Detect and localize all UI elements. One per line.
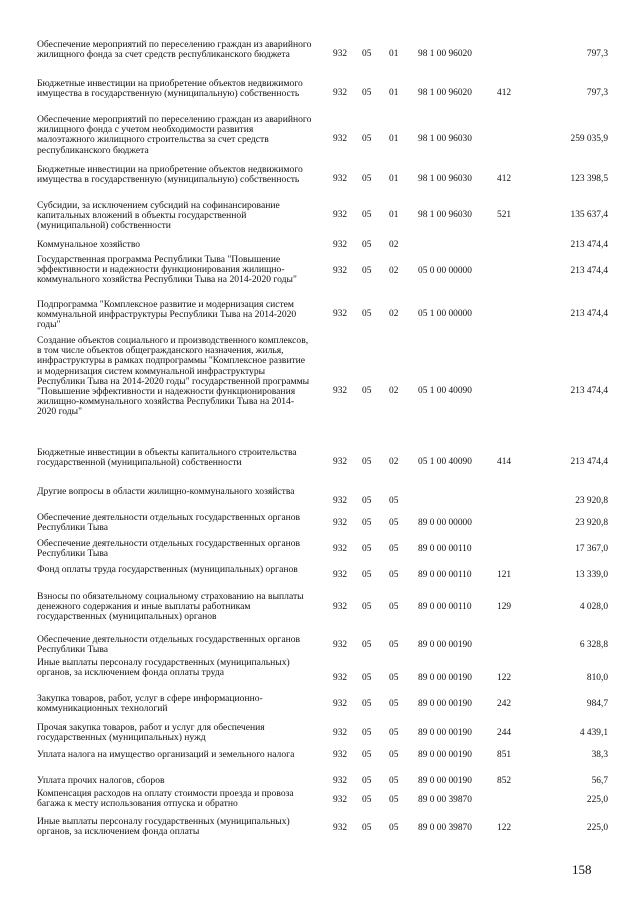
row-name: Уплата прочих налогов, сборов	[37, 775, 165, 786]
subsection-code: 05	[389, 728, 399, 738]
grz-code: 932	[333, 699, 348, 709]
grz-code: 932	[333, 240, 348, 250]
subsection-code: 01	[389, 88, 399, 98]
target-article-code: 89 0 00 00190	[418, 776, 472, 786]
grz-code: 932	[333, 309, 348, 319]
target-article-code: 89 0 00 00190	[418, 640, 472, 650]
expense-type-code: 244	[497, 728, 512, 738]
row-name: Иные выплаты персоналу государственных (муниципальных) органов, за исключением фонда оплаты	[37, 816, 290, 838]
target-article-code: 89 0 00 00110	[418, 570, 472, 580]
amount: 984,7	[586, 699, 608, 709]
subsection-code: 05	[389, 544, 399, 554]
subsection-code: 02	[389, 386, 399, 396]
subsection-code: 05	[389, 602, 399, 612]
amount: 123 398,5	[570, 174, 608, 184]
row-name: Обеспечение мероприятий по переселению граждан из аварийного жилищного фонда с учетом необходимости развития малоэтажного жилищного строительства за счет средств республиканского бюджета	[37, 114, 312, 156]
subsection-code: 05	[389, 570, 399, 580]
section-code: 05	[362, 640, 372, 650]
section-code: 05	[362, 134, 372, 144]
target-article-code: 89 0 00 00190	[418, 699, 472, 709]
grz-code: 932	[333, 544, 348, 554]
grz-code: 932	[333, 518, 348, 528]
target-article-code: 89 0 00 00190	[418, 673, 472, 683]
section-code: 05	[362, 266, 372, 276]
amount: 810,0	[586, 673, 608, 683]
row-name: Бюджетные инвестиции на приобретение объектов недвижимого имущества в государственную (муниципальную) собственность	[37, 164, 303, 186]
row-name: Бюджетные инвестиции на приобретение объектов недвижимого имущества в государственную (муниципальную) собственность	[37, 78, 303, 100]
amount: 4 028,0	[579, 602, 608, 612]
row-name: Прочая закупка товаров, работ и услуг для обеспечения государственных (муниципальных) нужд	[37, 722, 265, 744]
subsection-code: 01	[389, 174, 399, 184]
grz-code: 932	[333, 795, 348, 805]
section-code: 05	[362, 673, 372, 683]
grz-code: 932	[333, 673, 348, 683]
grz-code: 932	[333, 823, 348, 833]
grz-code: 932	[333, 640, 348, 650]
amount: 797,3	[586, 88, 608, 98]
amount: 23 920,8	[575, 496, 608, 506]
subsection-code: 05	[389, 640, 399, 650]
target-article-code: 05 1 00 00000	[418, 309, 472, 319]
row-name: Уплата налога на имущество организаций и земельного налога	[37, 749, 295, 760]
row-name: Государственная программа Республики Тыва "Повышение эффективности и надежности функционирования жилищно-коммунального хозяйства Республики Тыва на 2014-2020 годы"	[37, 254, 297, 286]
target-article-code: 05 1 00 40090	[418, 457, 472, 467]
section-code: 05	[362, 750, 372, 760]
section-code: 05	[362, 544, 372, 554]
target-article-code: 89 0 00 39870	[418, 795, 472, 805]
row-name: Закупка товаров, работ, услуг в сфере информационно-коммуникационных технологий	[37, 693, 263, 715]
section-code: 05	[362, 386, 372, 396]
amount: 135 637,4	[570, 210, 608, 220]
amount: 6 328,8	[579, 640, 608, 650]
grz-code: 932	[333, 457, 348, 467]
expense-type-code: 852	[497, 776, 512, 786]
section-code: 05	[362, 518, 372, 528]
section-code: 05	[362, 309, 372, 319]
target-article-code: 98 1 00 96030	[418, 134, 472, 144]
amount: 17 367,0	[575, 544, 608, 554]
amount: 225,0	[586, 795, 608, 805]
section-code: 05	[362, 570, 372, 580]
grz-code: 932	[333, 49, 348, 59]
amount: 23 920,8	[575, 518, 608, 528]
amount: 797,3	[586, 49, 608, 59]
target-article-code: 89 0 00 00190	[418, 750, 472, 760]
amount: 213 474,4	[570, 309, 608, 319]
section-code: 05	[362, 699, 372, 709]
expense-type-code: 521	[497, 210, 512, 220]
expense-type-code: 121	[497, 570, 512, 580]
row-name: Другие вопросы в области жилищно-коммунального хозяйства	[37, 486, 295, 497]
expense-type-code: 412	[497, 88, 512, 98]
row-name: Компенсация расходов на оплату стоимости проезда и провоза багажа к месту использования отпуска и обратно	[37, 788, 294, 810]
subsection-code: 02	[389, 240, 399, 250]
amount: 213 474,4	[570, 457, 608, 467]
subsection-code: 05	[389, 795, 399, 805]
target-article-code: 89 0 00 00110	[418, 602, 472, 612]
grz-code: 932	[333, 776, 348, 786]
amount: 13 339,0	[575, 570, 608, 580]
grz-code: 932	[333, 602, 348, 612]
expense-type-code: 129	[497, 602, 512, 612]
grz-code: 932	[333, 386, 348, 396]
section-code: 05	[362, 88, 372, 98]
subsection-code: 01	[389, 49, 399, 59]
target-article-code: 98 1 00 96030	[418, 210, 472, 220]
row-name: Обеспечение мероприятий по переселению граждан из аварийного жилищного фонда за счет средств республиканского бюджета	[37, 39, 312, 61]
section-code: 05	[362, 728, 372, 738]
section-code: 05	[362, 457, 372, 467]
subsection-code: 05	[389, 750, 399, 760]
subsection-code: 05	[389, 673, 399, 683]
row-name: Субсидии, за исключением субсидий на софинансирование капитальных вложений в объекты государственной (муниципальной) собственности	[37, 200, 280, 232]
grz-code: 932	[333, 174, 348, 184]
expense-type-code: 851	[497, 750, 512, 760]
expense-type-code: 412	[497, 174, 512, 184]
subsection-code: 02	[389, 457, 399, 467]
amount: 213 474,4	[570, 240, 608, 250]
amount: 225,0	[586, 823, 608, 833]
row-name: Обеспечение деятельности отдельных государственных органов Республики Тыва	[37, 512, 301, 534]
expense-type-code: 414	[497, 457, 512, 467]
amount: 4 439,1	[579, 728, 608, 738]
row-name: Коммунальное хозяйство	[37, 239, 141, 250]
amount: 213 474,4	[570, 266, 608, 276]
expense-type-code: 122	[497, 673, 512, 683]
subsection-code: 05	[389, 776, 399, 786]
row-name: Бюджетные инвестиции в объекты капитального строительства государственной (муниципальной) собственности	[37, 447, 297, 469]
section-code: 05	[362, 602, 372, 612]
expense-type-code: 242	[497, 699, 512, 709]
target-article-code: 89 0 00 00000	[418, 518, 472, 528]
subsection-code: 05	[389, 823, 399, 833]
row-name: Взносы по обязательному социальному страхованию на выплаты денежного содержания и иные выплаты работникам государственных (муниципальных) органов	[37, 591, 304, 623]
subsection-code: 02	[389, 309, 399, 319]
section-code: 05	[362, 210, 372, 220]
subsection-code: 05	[389, 518, 399, 528]
grz-code: 932	[333, 210, 348, 220]
target-article-code: 89 0 00 00110	[418, 544, 472, 554]
amount: 56,7	[591, 776, 608, 786]
grz-code: 932	[333, 266, 348, 276]
subsection-code: 05	[389, 699, 399, 709]
amount: 38,3	[591, 750, 608, 760]
grz-code: 932	[333, 570, 348, 580]
section-code: 05	[362, 240, 372, 250]
row-name: Создание объектов социального и производственного комплексов, в том числе объектов общегражданского назначения, жилья, инфраструктуры в рамках подпрограммы "Комплексное развитие и модернизация систем коммунальной инфраструктуры Республики Тыва на 2014-2020 годы" государственной программы "Повышение эффективности и надежности функционирования жилищно-коммунального хозяйства Республики Тыва на 2014-2020 годы"	[37, 335, 310, 418]
subsection-code: 02	[389, 266, 399, 276]
amount: 259 035,9	[570, 134, 608, 144]
target-article-code: 05 1 00 40090	[418, 386, 472, 396]
subsection-code: 01	[389, 134, 399, 144]
section-code: 05	[362, 496, 372, 506]
row-name: Подпрограмма "Комплексное развитие и модернизация систем коммунальной инфраструктуры Республики Тыва на 2014-2020 годы"	[37, 299, 297, 331]
row-name: Иные выплаты персоналу государственных (муниципальных) органов, за исключением фонда оплаты труда	[37, 657, 290, 679]
row-name: Фонд оплаты труда государственных (муниципальных) органов	[37, 564, 298, 575]
section-code: 05	[362, 776, 372, 786]
expense-type-code: 122	[497, 823, 512, 833]
section-code: 05	[362, 49, 372, 59]
subsection-code: 01	[389, 210, 399, 220]
subsection-code: 05	[389, 496, 399, 506]
target-article-code: 98 1 00 96030	[418, 174, 472, 184]
target-article-code: 98 1 00 96020	[418, 49, 472, 59]
page-number: 158	[572, 862, 592, 877]
grz-code: 932	[333, 88, 348, 98]
amount: 213 474,4	[570, 386, 608, 396]
grz-code: 932	[333, 496, 348, 506]
row-name: Обеспечение деятельности отдельных государственных органов Республики Тыва	[37, 634, 301, 656]
section-code: 05	[362, 795, 372, 805]
grz-code: 932	[333, 750, 348, 760]
target-article-code: 89 0 00 39870	[418, 823, 472, 833]
target-article-code: 98 1 00 96020	[418, 88, 472, 98]
target-article-code: 05 0 00 00000	[418, 266, 472, 276]
section-code: 05	[362, 823, 372, 833]
row-name: Обеспечение деятельности отдельных государственных органов Республики Тыва	[37, 538, 301, 560]
target-article-code: 89 0 00 00190	[418, 728, 472, 738]
grz-code: 932	[333, 728, 348, 738]
grz-code: 932	[333, 134, 348, 144]
section-code: 05	[362, 174, 372, 184]
